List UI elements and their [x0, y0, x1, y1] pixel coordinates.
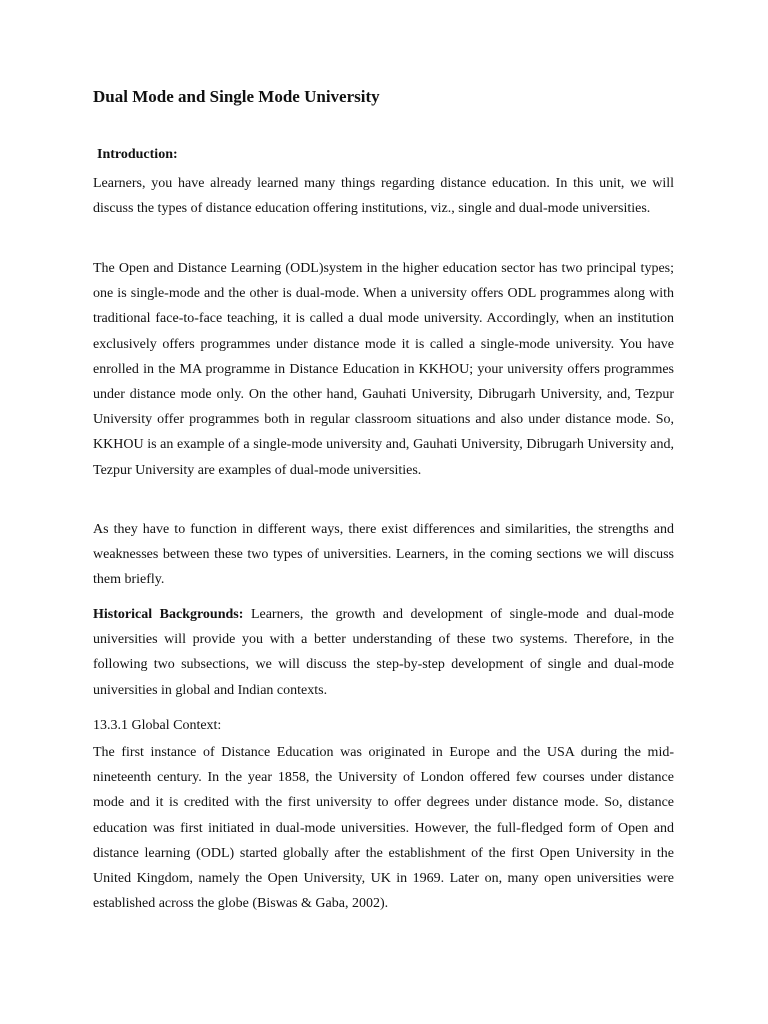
historical-backgrounds-paragraph [93, 602, 674, 703]
document-title: Dual Mode and Single Mode University [93, 87, 380, 106]
global-context-paragraph: The first instance of Distance Education was originated in Europe and the USA during the mid-nineteenth century. In the year 1858, the University of London offered few courses under distance mode and it is credited with the first university to offer degrees under distance mode. So, distance education was first initiated in dual-mode universities. However, the full-fledged form of Open and distance learning (ODL) started globally after the establishment of the first Open University in the United Kingdom, namely the Open University, UK in 1969. Later on, many open universities were established across the globe (Biswas & Gaba, 2002). [93, 745, 674, 912]
historical-backgrounds-lead: Historical Backgrounds: [93, 607, 244, 622]
intro-paragraph-1: Learners, you have already learned many things regarding distance education. In this unit, we will discuss the types of distance education offering institutions, viz., single and dual-mode universities. [93, 176, 674, 217]
intro-paragraph-2: The Open and Distance Learning (ODL)system in the higher education sector has two principal types; one is single-mode and the other is dual-mode. When a university offers ODL programmes along with traditional face-to-face teaching, it is called a dual mode university. Accordingly, when an institution exclusively offers programmes under distance mode it is called a single-mode university. You have enrolled in the MA programme in Distance Education in KKHOU; your university offers programmes under distance mode only. On the other hand, Gauhati University, Dibrugarh University, and, Tezpur University offer programmes both in regular classroom situations and also under distance mode. So, KKHOU is an example of a single-mode university and, Gauhati University, Dibrugarh University and, Tezpur University are examples of dual-mode universities. [93, 261, 674, 478]
intro-paragraph-3: As they have to function in different ways, there exist differences and similarities, the strengths and weaknesses between these two types of universities. Learners, in the coming sections we will discuss them briefly. [93, 522, 674, 588]
historical-backgrounds-text: Learners, the growth and development of single-mode and dual-mode universities will provide you with a better understanding of these two systems. Therefore, in the following two subsections, we will discuss the step-by-step development of single and dual-mode universities in global and Indian contexts. [93, 607, 674, 698]
section-heading-global-context: 13.3.1 Global Context: [93, 718, 222, 733]
introduction-heading: Introduction: [97, 147, 178, 162]
